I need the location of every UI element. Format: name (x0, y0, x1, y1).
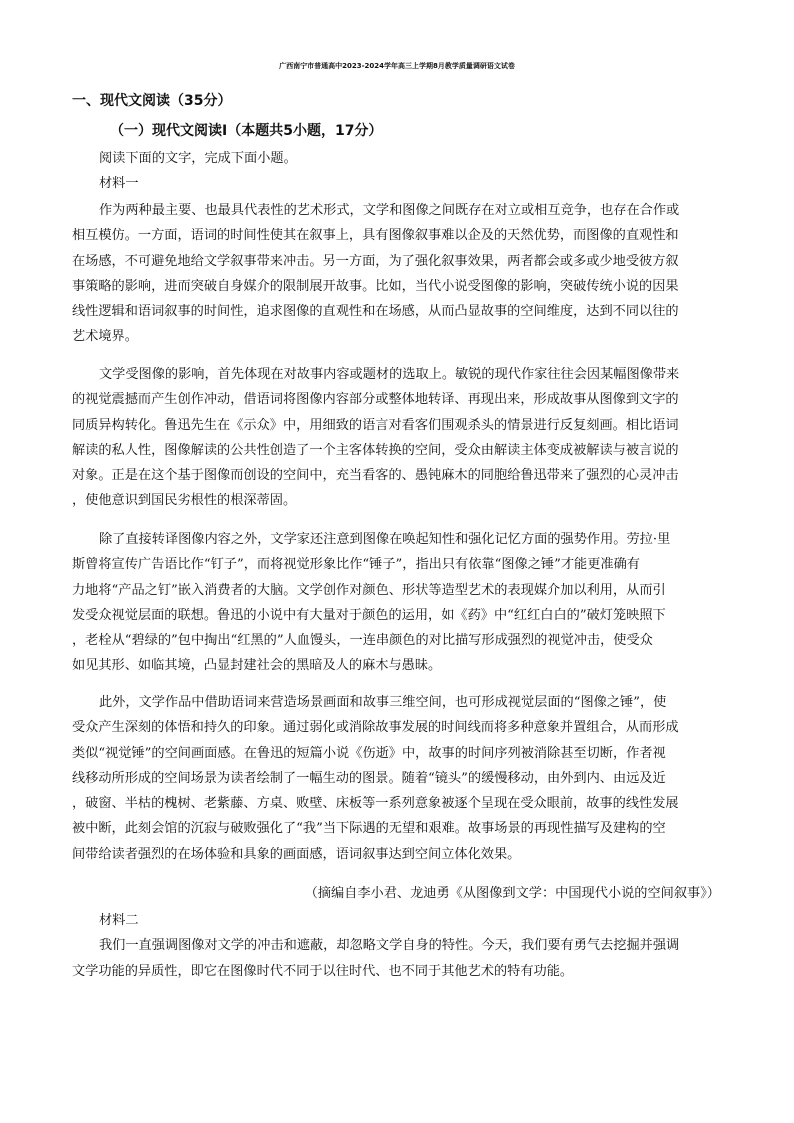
paragraph-line: 事策略的影响，进而突破自身媒介的限制展开故事。比如，当代小说受图像的影响，突破传统小说的因果 (72, 278, 679, 294)
paragraph-line: 相互模仿。一方面，语词的时间性使其在叙事上，具有图像叙事难以企及的天然优势，而图像的直观性和 (72, 228, 679, 244)
paragraph-line: ，使他意识到国民劣根性的根深蒂固。 (72, 493, 297, 509)
paragraph-line: 文学受图像的影响，首先体现在对故事内容或题材的选取上。敏锐的现代作家往往会因某幅图像带来 (99, 367, 680, 382)
paragraph-line: 间带给读者强烈的在场体验和具象的画面感，语词叙事达到空间立体化效果。 (72, 846, 521, 862)
citation-block (72, 881, 720, 906)
paragraph-line: 力地将“产品之钉”嵌入消费者的大脑。文学创作对颜色、形状等造型艺术的表现媒介加以利用，从而引 (72, 582, 666, 598)
paragraph-line: 线性逻辑和语词叙事的时间性，追求图像的直观性和在场感，从而凸显故事的空间维度，达到不同以往的 (72, 304, 679, 320)
paragraph-line: 发受众视觉层面的联想。鲁迅的小说中有大量对于颜色的运用，如《药》中“红红白白的”破灯笼映照下 (72, 607, 666, 623)
paragraph-line: 斯曾将宣传广告语比作“钉子”，而将视觉形象比作“锤子”，指出只有依靠“图像之锤”才能更准确有 (72, 557, 640, 573)
paragraph-line: ，破窗、半枯的槐树、老紫藤、方桌、败壁、床板等一系列意象被逐个呈现在受众眼前，故事的线性发展 (72, 796, 679, 812)
paragraph-line: 被中断，此刻会馆的沉寂与破败强化了“我”当下际遇的无望和艰难。故事场景的再现性描写及建构的空 (72, 821, 666, 837)
paragraph-line: 受众产生深刻的体悟和持久的印象。通过弱化或消除故事发展的时间线而将多种意象并置组合，从而形成 (72, 720, 679, 736)
exam-title: 广西南宁市普通高中2023-2024学年高三上学期8月教学质量调研语文试卷 (279, 62, 515, 70)
material-two-block (72, 908, 720, 984)
paragraph-3 (72, 527, 720, 679)
paragraph-line: 在场感，不可避免地给文学叙事带来冲击。另一方面，为了强化叙事效果，两者都会或多或少地受彼方叙 (72, 253, 679, 269)
paragraph-line: 文学功能的异质性，即它在图像时代不同于以往时代、也不同于其他艺术的特有功能。 (72, 963, 574, 979)
paragraph-line: 同质异构转化。鲁迅先生在《示众》中，用细致的语言对看客们围观杀头的情景进行反复刻画。相比语词 (72, 417, 679, 433)
material-one-label: 材料一 (99, 176, 139, 192)
paragraph-line: 类似“视觉锤”的空间画面感。在鲁迅的短篇小说《伤逝》中，故事的时间序列被消除甚至切断，作者视 (72, 745, 666, 761)
subsection-heading: （一）现代文阅读I（本题共5小题，17分） (110, 123, 383, 139)
material-two-label: 材料二 (99, 913, 139, 928)
section-heading: 一、现代文阅读（35分） (72, 93, 232, 109)
paragraph-line: 解读的私人性，图像解读的公共性创造了一个主客体转换的空间，受众由解读主体变成被解读与被言说的 (72, 442, 679, 458)
paragraph-line: 如见其形、如临其境，凸显封建社会的黑暗及人的麻木与愚昧。 (72, 658, 442, 674)
paragraph-line: 此外，文学作品中借助语词来营造场景画面和故事三维空间，也可形成视觉层面的“图像之锤”，使 (99, 695, 667, 710)
paragraph-line: 除了直接转译图像内容之外，文学家还注意到图像在唤起知性和强化记忆方面的强势作用。劳拉·里 (99, 532, 671, 547)
instruction-text: 阅读下面的文字，完成下面小题。 (99, 151, 297, 166)
paragraph-line: 的视觉震撼而产生创作冲动，借语词将图像内容部分或整体地转译、再现出来，形成故事从图像到文字的 (72, 392, 679, 408)
paragraph-4 (72, 690, 720, 867)
paragraph-line: ，老栓从“碧绿的”包中掏出“红黑的”人血馒头，一连串颜色的对比描写形成强烈的视觉冲击，使受众 (72, 633, 653, 649)
paragraph-line: 作为两种最主要、也最具代表性的艺术形式，文学和图像之间既存在对立或相互竞争，也存在合作或 (99, 203, 680, 218)
paragraph-2 (72, 362, 720, 514)
paragraph-line: 对象。正是在这个基于图像而创设的空间中，充当看客的、愚钝麻木的同胞给鲁迅带来了强烈的心灵冲击 (72, 468, 679, 484)
paragraph-line: 艺术境界。 (72, 329, 138, 345)
instruction-block (72, 146, 720, 197)
citation-text: （摘编自李小君、龙迪勇《从图像到文学：中国现代小说的空间叙事》） (304, 886, 720, 901)
paragraph-line: 我们一直强调图像对文学的冲击和遮蔽，却忽略文学自身的特性。今天，我们要有勇气去挖掘并强调 (99, 938, 680, 954)
paragraph-line: 线移动所形成的空间场景为读者绘制了一幅生动的图景。随着“镜头”的缓慢移动，由外到内、由远及近 (72, 770, 666, 786)
paragraph-1 (72, 198, 720, 350)
